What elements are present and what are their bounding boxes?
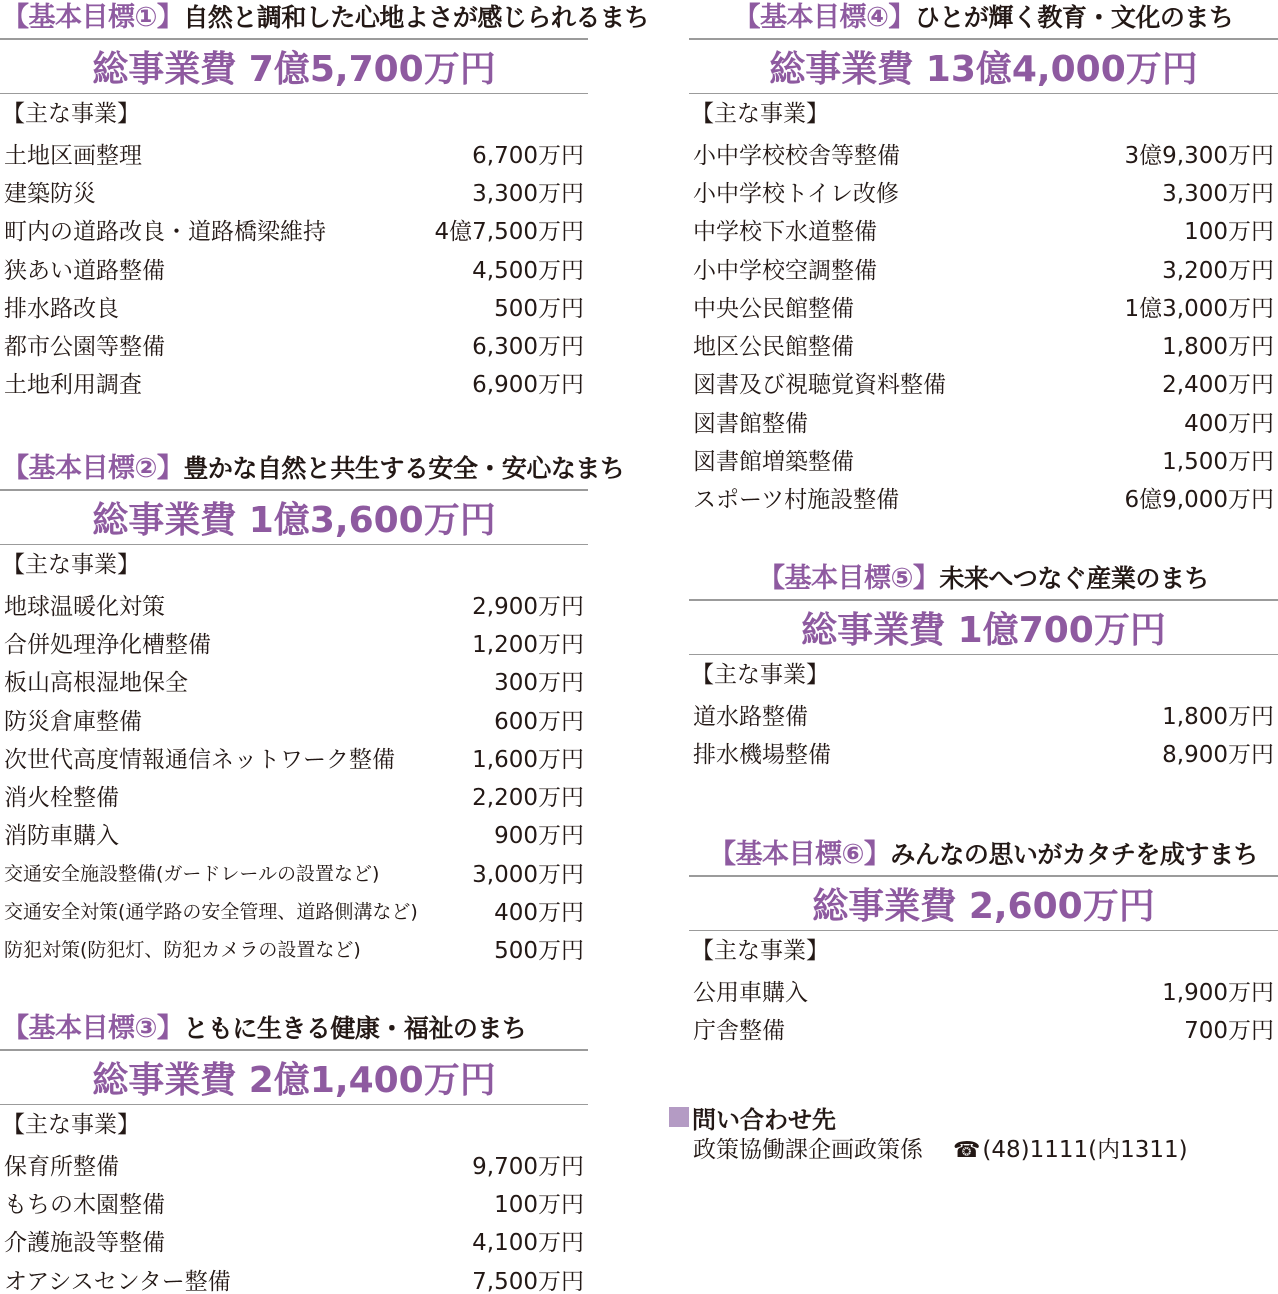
project-row <box>689 325 1278 363</box>
total-cost-text: 総事業費 1億700万円 <box>801 610 1166 651</box>
project-amount: 100万円 <box>1184 219 1274 246</box>
project-amount: 300万円 <box>494 670 584 697</box>
project-row <box>0 211 588 249</box>
project-name: 交通安全対策(通学路の安全管理、道路側溝など) <box>4 901 418 924</box>
total-cost <box>689 599 1278 655</box>
goal-tag: 【基本目標③】 <box>2 1013 184 1044</box>
project-row <box>0 623 588 661</box>
goal-name: みんなの思いがカタチを成すまち <box>890 840 1258 869</box>
project-row <box>689 733 1278 771</box>
project-amount: 4億7,500万円 <box>434 219 584 246</box>
project-row <box>0 776 588 814</box>
project-amount: 4,100万円 <box>472 1230 584 1257</box>
project-row <box>0 738 588 776</box>
project-amount: 2,900万円 <box>472 593 584 620</box>
project-name: 地区公民館整備 <box>693 334 854 361</box>
main-projects-label: 【主な事業】 <box>2 552 140 578</box>
project-row <box>689 971 1278 1009</box>
contact-line <box>669 1134 1269 1166</box>
project-name: 都市公園等整備 <box>4 334 165 361</box>
project-name: 小中学校トイレ改修 <box>693 180 899 207</box>
goal-section-4 <box>689 0 1278 517</box>
project-amount: 6,900万円 <box>472 372 584 399</box>
goal-name: 未来へつなぐ産業のまち <box>939 564 1209 593</box>
contact-phone: (48)1111(内1311) <box>982 1137 1188 1163</box>
total-cost-text: 総事業費 1億3,600万円 <box>92 500 496 541</box>
goal-section-3 <box>0 1011 588 1294</box>
project-row <box>0 1222 588 1260</box>
project-name: 土地利用調査 <box>4 372 142 399</box>
project-row <box>0 172 588 210</box>
project-amount: 100万円 <box>494 1191 584 1218</box>
project-name: 小中学校空調整備 <box>693 257 877 284</box>
total-cost <box>0 1049 588 1105</box>
goal-section-1 <box>0 0 649 402</box>
project-name: 中学校下水道整備 <box>693 219 877 246</box>
project-name: 図書及び視聴覚資料整備 <box>693 372 946 399</box>
project-amount: 500万円 <box>494 938 584 965</box>
square-bullet-icon <box>669 1107 689 1127</box>
project-name: 消火栓整備 <box>4 785 119 812</box>
project-row <box>689 1009 1278 1047</box>
goal-name: 自然と調和した心地よさが感じられるまち <box>183 3 649 32</box>
project-amount: 8,900万円 <box>1162 741 1274 768</box>
project-row <box>689 364 1278 402</box>
project-row <box>689 134 1278 172</box>
project-name: 次世代高度情報通信ネットワーク整備 <box>4 746 395 773</box>
project-name: 保育所整備 <box>4 1153 119 1180</box>
contact-heading-text: 問い合わせ先 <box>692 1105 836 1134</box>
goal-title <box>0 451 625 487</box>
project-amount: 1,500万円 <box>1162 449 1274 476</box>
project-row <box>0 287 588 325</box>
goal-title <box>0 1011 588 1047</box>
project-row <box>0 1183 588 1221</box>
project-row <box>0 1260 588 1294</box>
project-amount: 3,000万円 <box>472 861 584 888</box>
project-amount: 1,200万円 <box>472 631 584 658</box>
contact-block <box>669 1100 1269 1166</box>
goal-tag: 【基本目標⑤】 <box>758 563 940 594</box>
project-name: 介護施設等整備 <box>4 1230 165 1257</box>
project-name: 建築防災 <box>4 180 96 207</box>
contact-heading <box>669 1100 1269 1134</box>
phone-icon: ☎ <box>953 1138 981 1163</box>
project-row <box>689 479 1278 517</box>
project-amount: 6,700万円 <box>472 142 584 169</box>
project-amount: 2,400万円 <box>1162 372 1274 399</box>
total-cost <box>0 489 588 545</box>
project-row <box>689 211 1278 249</box>
goal-name: 豊かな自然と共生する安全・安心なまち <box>183 454 625 483</box>
project-name: 図書館整備 <box>693 410 808 437</box>
goal-section-6 <box>689 837 1278 1048</box>
main-projects-label: 【主な事業】 <box>2 1112 140 1138</box>
goal-title <box>689 837 1278 873</box>
project-name: 狭あい道路整備 <box>4 257 165 284</box>
project-row <box>0 364 588 402</box>
project-name: 小中学校校舎等整備 <box>693 142 900 169</box>
project-name: 板山高根湿地保全 <box>4 670 188 697</box>
project-name: スポーツ村施設整備 <box>693 487 900 514</box>
project-row <box>0 662 588 700</box>
project-row <box>0 700 588 738</box>
project-amount: 3,300万円 <box>472 180 584 207</box>
total-cost <box>689 875 1278 931</box>
project-name: 土地区画整理 <box>4 142 142 169</box>
project-amount: 3億9,300万円 <box>1124 142 1274 169</box>
project-name: 合併処理浄化槽整備 <box>4 631 211 658</box>
project-amount: 3,300万円 <box>1162 180 1274 207</box>
project-row <box>689 249 1278 287</box>
project-amount: 2,200万円 <box>472 785 584 812</box>
project-row <box>0 1145 588 1183</box>
project-row <box>689 695 1278 733</box>
project-row <box>0 325 588 363</box>
total-cost-text: 総事業費 13億4,000万円 <box>769 49 1198 90</box>
main-projects-label: 【主な事業】 <box>691 938 829 964</box>
contact-department: 政策協働課企画政策係 <box>693 1137 923 1163</box>
goal-tag: 【基本目標④】 <box>733 2 915 33</box>
total-cost <box>0 38 588 94</box>
project-name: 排水路改良 <box>4 295 119 322</box>
project-name: 町内の道路改良・道路橋梁維持 <box>4 219 326 246</box>
main-projects-label: 【主な事業】 <box>691 101 829 127</box>
project-amount: 6,300万円 <box>472 334 584 361</box>
total-cost-text: 総事業費 2億1,400万円 <box>92 1060 496 1101</box>
project-name: 庁舎整備 <box>693 1017 785 1044</box>
project-row <box>0 134 588 172</box>
project-amount: 3,200万円 <box>1162 257 1274 284</box>
project-amount: 1,800万円 <box>1162 334 1274 361</box>
main-projects-label: 【主な事業】 <box>691 662 829 688</box>
project-amount: 1,800万円 <box>1162 703 1274 730</box>
total-cost-text: 総事業費 2,600万円 <box>812 886 1155 927</box>
project-amount: 1,900万円 <box>1162 979 1274 1006</box>
goal-tag: 【基本目標②】 <box>2 453 184 484</box>
project-row <box>0 930 588 968</box>
project-row <box>0 853 588 891</box>
project-amount: 700万円 <box>1184 1017 1274 1044</box>
project-name: オアシスセンター整備 <box>4 1268 231 1294</box>
project-row <box>689 287 1278 325</box>
project-name: 防災倉庫整備 <box>4 708 142 735</box>
project-row <box>689 440 1278 478</box>
project-amount: 1,600万円 <box>472 746 584 773</box>
total-cost-text: 総事業費 7億5,700万円 <box>92 49 496 90</box>
project-name: 図書館増築整備 <box>693 449 854 476</box>
goal-title <box>689 561 1278 597</box>
project-row <box>0 249 588 287</box>
project-name: 防犯対策(防犯灯、防犯カメラの設置など) <box>4 939 361 962</box>
goal-title <box>0 0 649 36</box>
goal-title <box>689 0 1278 36</box>
project-amount: 900万円 <box>494 823 584 850</box>
project-row <box>689 172 1278 210</box>
project-name: 消防車購入 <box>4 823 119 850</box>
project-name: 公用車購入 <box>693 979 808 1006</box>
project-amount: 7,500万円 <box>472 1268 584 1294</box>
project-row <box>0 891 588 929</box>
goal-section-2 <box>0 451 625 968</box>
project-row <box>0 585 588 623</box>
total-cost <box>689 38 1278 94</box>
main-projects-label: 【主な事業】 <box>2 101 140 127</box>
project-name: もちの木園整備 <box>4 1191 165 1218</box>
project-amount: 400万円 <box>494 900 584 927</box>
goal-name: ともに生きる健康・福祉のまち <box>183 1014 527 1043</box>
project-name: 排水機場整備 <box>693 741 831 768</box>
project-amount: 4,500万円 <box>472 257 584 284</box>
project-amount: 400万円 <box>1184 410 1274 437</box>
project-amount: 1億3,000万円 <box>1124 295 1274 322</box>
goal-tag: 【基本目標⑥】 <box>709 839 891 870</box>
project-name: 道水路整備 <box>693 703 808 730</box>
project-amount: 500万円 <box>494 295 584 322</box>
project-row <box>0 815 588 853</box>
project-name: 中央公民館整備 <box>693 295 854 322</box>
goal-tag: 【基本目標①】 <box>2 2 184 33</box>
project-row <box>689 402 1278 440</box>
project-name: 交通安全施設整備(ガードレールの設置など) <box>4 862 380 885</box>
project-amount: 9,700万円 <box>472 1153 584 1180</box>
project-amount: 6億9,000万円 <box>1124 487 1274 514</box>
goal-name: ひとが輝く教育・文化のまち <box>914 3 1234 32</box>
goal-section-5 <box>689 561 1278 772</box>
project-amount: 600万円 <box>494 708 584 735</box>
project-name: 地球温暖化対策 <box>4 593 165 620</box>
